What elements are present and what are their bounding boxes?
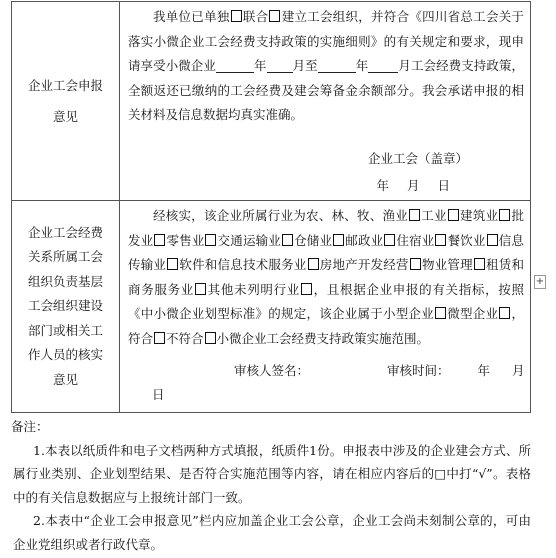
checkbox-micro[interactable] [499,307,510,319]
industry-label: 建筑业 [459,208,499,223]
apply-month1: 月至 [292,58,318,73]
apply-text-c: 工会经费支持政策，全额返还已缴纳的工会经费及建会筹备金余额部分。我会承诺申报的相关材料及信息数据均真实准确。 [128,58,524,122]
union-seal-line: 企业工会（盖章） [367,150,468,166]
review-day: 日 [152,387,165,402]
checkbox-fit[interactable] [154,332,165,344]
industry-label: 住宿业 [396,232,435,248]
note-item-2: 2.本表中“企业工会申报意见”栏内应加盖企业工会公章，企业工会尚未刻制公章的，可由企业党组织或者行政代章。 [13,513,531,552]
industry-label: 其他未列明行业 [206,281,300,297]
fit-no-label: 不符合 [166,330,204,346]
apply-statement [120,2,530,128]
fit-label: ，符合 [128,306,524,346]
review-statement [120,201,530,351]
review-label-line-2: 关系所属工会 [27,249,103,265]
review-label-line-1: 企业工会经费 [27,224,103,240]
checkbox-construction[interactable] [499,209,510,221]
industry-label: 租赁和商务服务业 [128,257,524,297]
apply-date-month: 月 [406,178,420,193]
apply-date-day: 日 [437,178,450,193]
apply-text-b: 建立工会组织，并符合《四川省总工会关于落实小微企业工会经费支持政策的实施细则》的有关规定和要求，现申请享受小微企业 [128,9,524,73]
checkbox-postal[interactable] [384,234,395,246]
application-form-table [11,1,531,413]
checkbox-transport[interactable] [282,234,293,246]
industry-label: 零售业 [166,232,205,248]
checkbox-not-fit[interactable] [205,332,216,344]
review-label-line-5: 部门或相关工 [27,322,103,338]
industry-label: 物业管理 [421,257,473,272]
note-item-1: 1.本表以纸质件和电子文档两种方式填报，纸质件1份。申报表中涉及的企业建会方式、所属行业类别、企业划型结果、是否符合实施范围等内容，请在相应内容后的□中打“√”。表格中的有关信息数据应与上报统计部门一致。 [13,442,531,505]
checkbox-retail[interactable] [205,234,216,246]
end-month-blank[interactable] [368,58,398,73]
industry-label: 批发业 [128,208,524,248]
checkbox-alone[interactable] [231,10,242,22]
industry-label: 工业 [420,208,447,223]
checkbox-leasing[interactable] [195,283,206,295]
apply-year1: 年 [253,58,267,73]
notes-section [11,415,531,556]
notes-title: 备注： [11,419,49,434]
reviewer-sign-label: 审核人签名： [234,363,310,378]
review-content-cell [120,201,531,413]
review-label-line-3: 组织负责基层 [27,273,103,289]
industry-label: 房地产开发经营 [319,257,409,272]
review-label-cell [12,201,120,413]
checkbox-agriculture[interactable] [409,209,420,221]
checkbox-wholesale[interactable] [154,234,165,246]
checkbox-software[interactable] [308,258,319,270]
apply-month2: 月 [398,58,411,73]
checkbox-real-estate[interactable] [410,258,421,270]
checkbox-catering[interactable] [487,234,498,246]
review-month: 月 [512,363,525,378]
checkbox-industry[interactable] [448,209,459,221]
review-tail: 小微企业工会经费支持政策实施范围。 [216,330,430,346]
apply-year2: 年 [355,58,369,73]
checkbox-it-transmission[interactable] [167,258,178,270]
checkbox-small[interactable] [435,307,446,319]
apply-date-year: 年 [376,178,389,193]
end-year-blank[interactable] [318,58,356,73]
apply-content-cell [120,2,531,201]
industry-label: 软件和信息技术服务业 [179,257,307,272]
industry-label: 信息传输业 [128,232,524,272]
apply-text-a: 我单位已单独 [153,9,230,24]
review-label-line-4: 工会组织建设 [27,298,103,314]
checkbox-accommodation[interactable] [435,234,446,246]
review-time-label: 审核时间： [387,363,450,378]
size-small-label: 小型企业 [382,306,434,321]
review-signature-line [120,359,530,407]
checkbox-joint[interactable] [269,10,280,22]
review-intro: 经核实，该企业所属行业为农、林、牧、渔业 [153,208,408,223]
start-year-blank[interactable] [216,58,254,73]
review-label-line-7: 意见 [52,371,78,387]
industry-label: 餐饮业 [447,232,486,248]
review-row [12,201,531,413]
apply-date-line [120,171,530,199]
checkbox-warehousing[interactable] [333,234,344,246]
apply-label-line-1: 企业工会申报 [27,78,103,93]
apply-text-joint: 联合 [242,9,269,24]
review-mid: ，且根据企业申报的有关指标，按照《中小微企业划型标准》的规定，该企业属于 [128,281,524,321]
apply-label-line-2: 意见 [52,109,78,124]
start-month-blank[interactable] [267,58,293,73]
review-label-line-6: 作人员的核实 [27,347,103,363]
apply-row [12,2,531,201]
review-year: 年 [477,363,491,378]
industry-label: 邮政业 [345,232,384,248]
checkbox-property-mgmt[interactable] [474,258,485,270]
size-micro-label: 微型企业 [446,306,499,321]
industry-label: 仓储业 [293,232,333,248]
add-row-handle[interactable]: + [535,276,545,287]
checkbox-other[interactable] [301,283,312,295]
apply-label-cell [12,2,120,201]
industry-label: 交通运输业 [217,232,281,248]
